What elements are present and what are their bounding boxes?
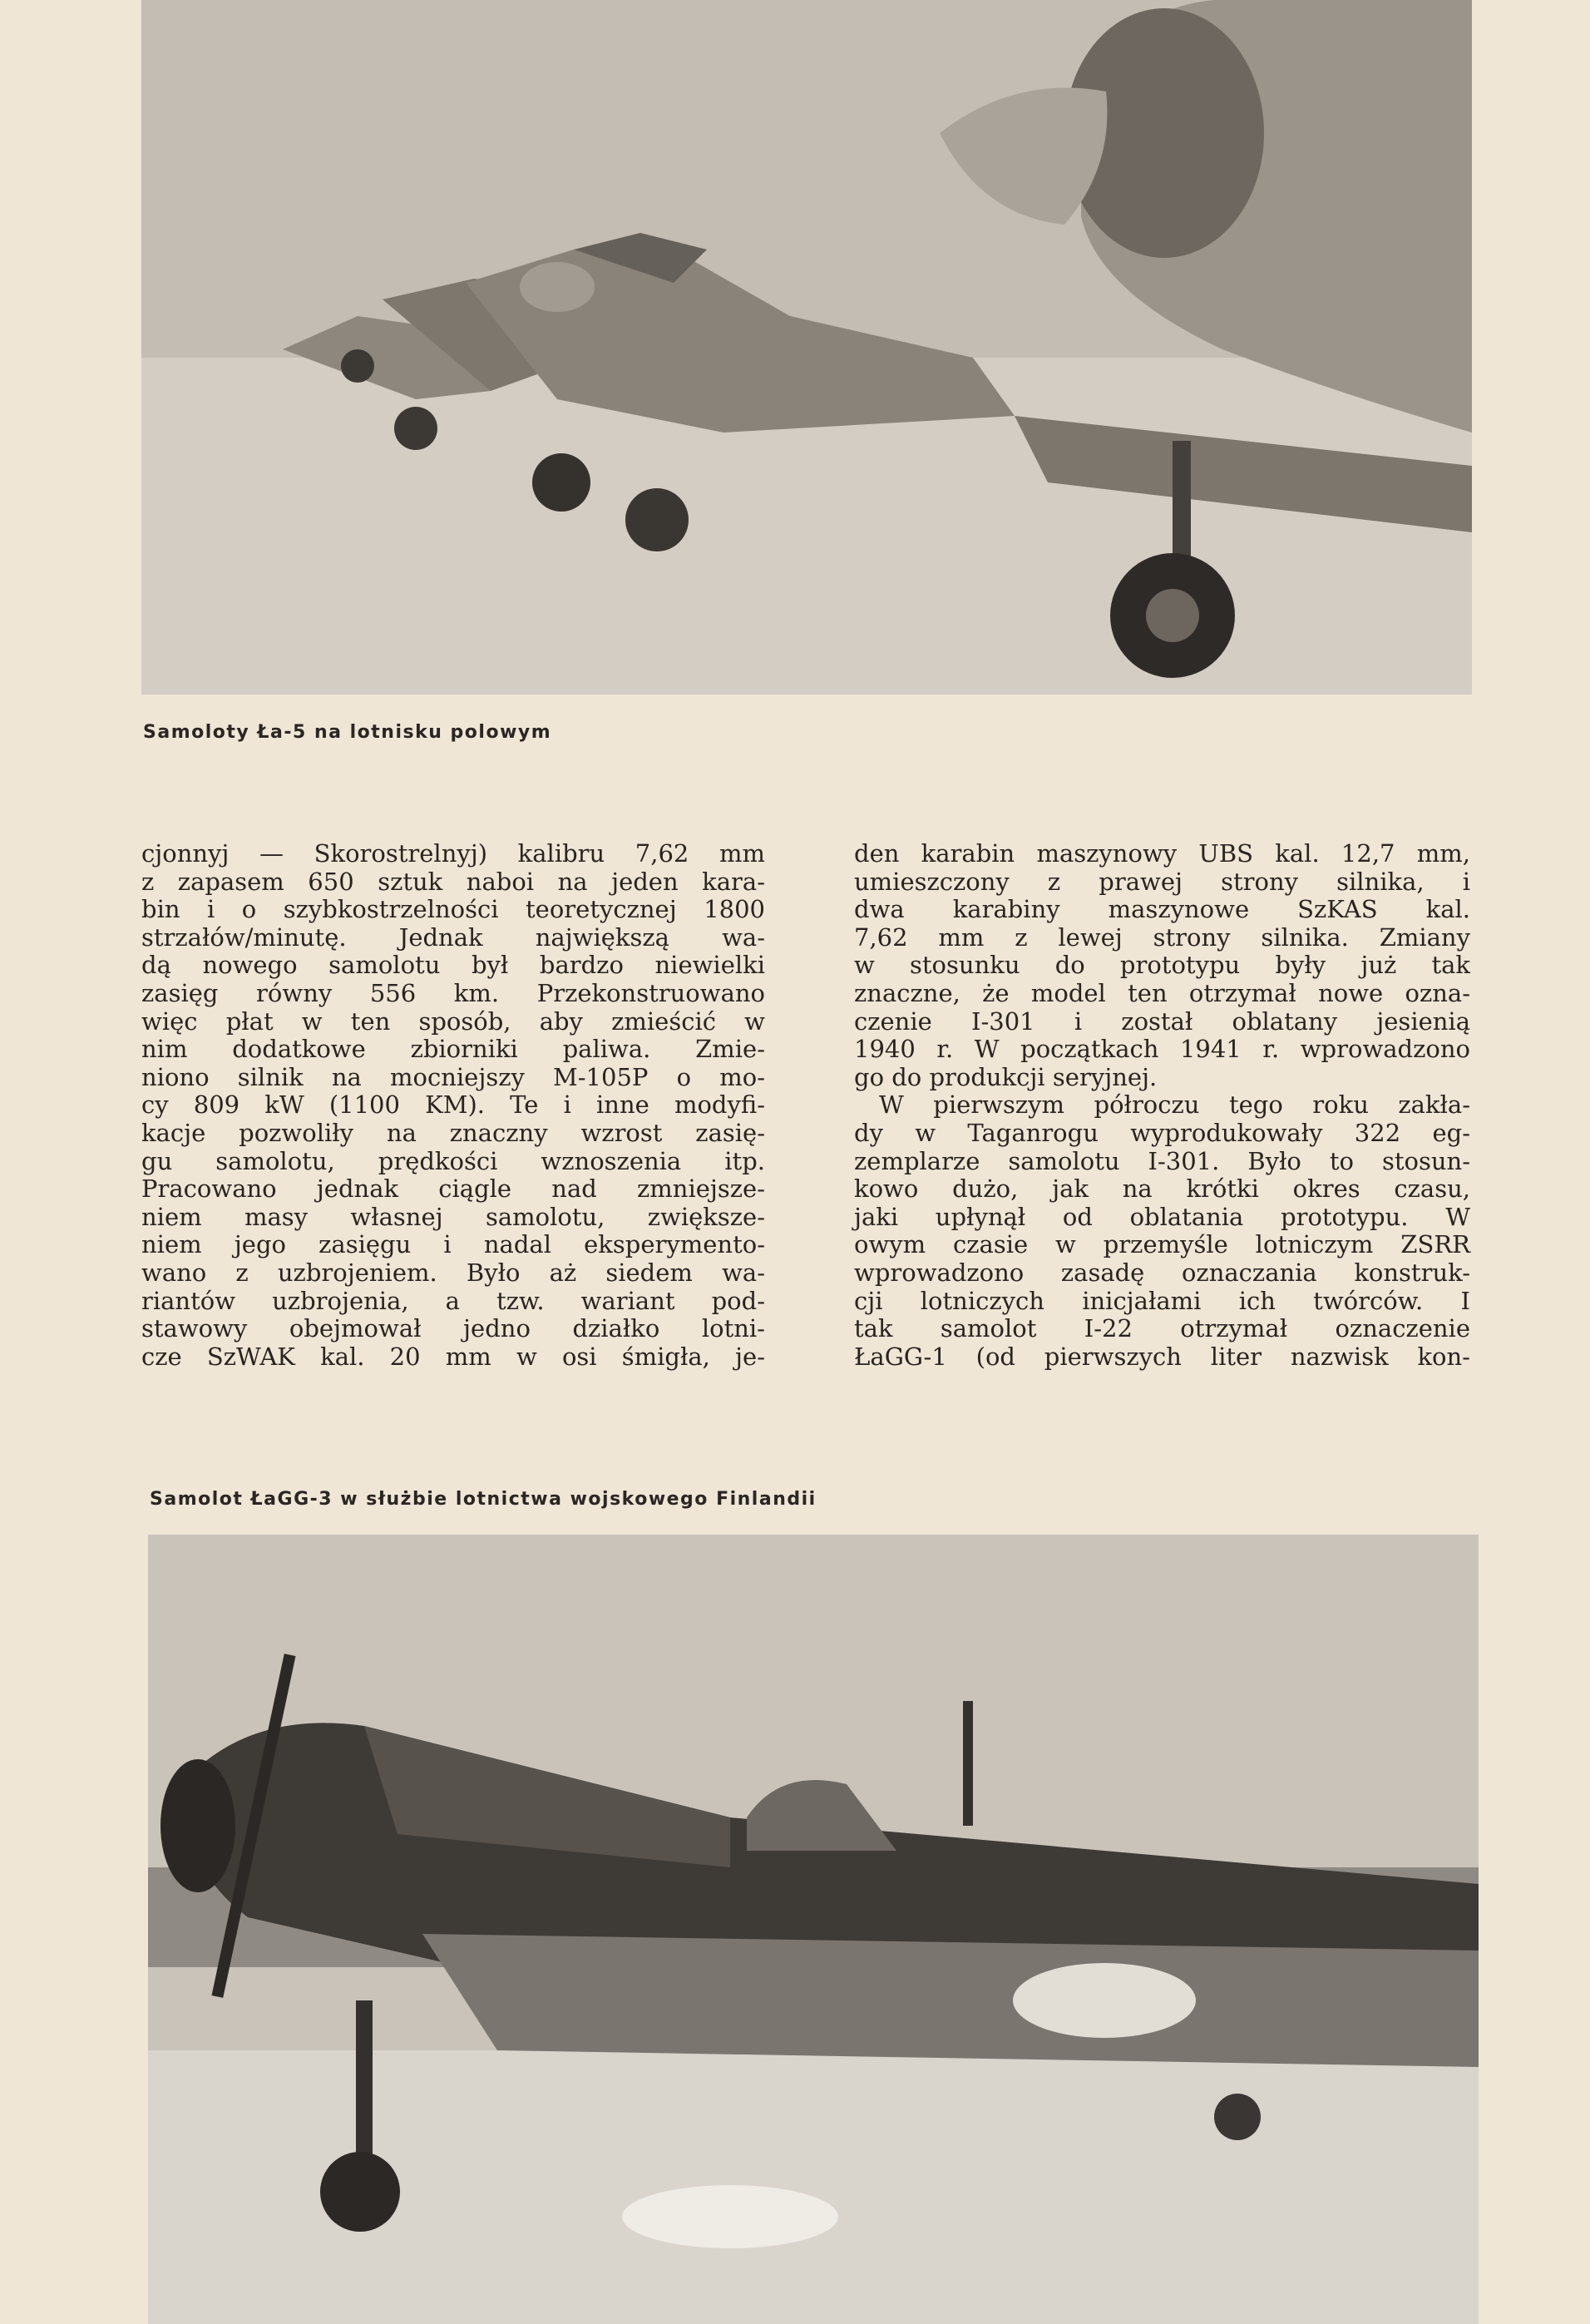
text-line: czenie I-301 i został oblatany jesienią: [854, 1006, 1470, 1036]
photo-la5-airfield: [141, 0, 1472, 695]
text-line: kowo dużo, jak na krótki okres czasu,: [854, 1174, 1470, 1204]
text-line: gu samolotu, prędkości wznoszenia itp.: [141, 1146, 765, 1175]
text-line: go do produkcji seryjnej.: [854, 1062, 1158, 1091]
text-line: niem jego zasięgu i nadal eksperymento-: [141, 1230, 765, 1259]
text-line: znaczne, że model ten otrzymał nowe ozna-: [854, 978, 1470, 1007]
text-line: umieszczony z prawej strony silnika, i: [854, 867, 1470, 896]
text-line: den karabin maszynowy UBS kal. 12,7 mm,: [854, 839, 1470, 868]
text-line: niono silnik na mocniejszy M-105P o mo-: [141, 1062, 765, 1091]
text-line: dy w Taganrogu wyprodukowały 322 eg-: [854, 1118, 1470, 1147]
text-line: więc płat w ten sposób, aby zmieścić w: [141, 1006, 765, 1036]
text-line: jaki upłynął od oblatania prototypu. W: [854, 1202, 1470, 1231]
text-line: W pierwszym półroczu tego roku zakła-: [879, 1090, 1470, 1120]
photo-lagg3-finland: [148, 1535, 1479, 2324]
text-line: niem masy własnej samolotu, zwiększe-: [141, 1202, 765, 1231]
text-line: cze SzWAK kal. 20 mm w osi śmigła, je-: [141, 1342, 765, 1371]
text-column-left: [141, 840, 765, 1371]
text-line: cji lotniczych inicjałami ich twórców. I: [854, 1286, 1470, 1315]
text-line: w stosunku do prototypu były już tak: [854, 951, 1470, 980]
text-line: cjonnyj — Skorostrelnyj) kalibru 7,62 mm: [141, 839, 765, 868]
text-line: z zapasem 650 sztuk naboi na jeden kara-: [141, 867, 765, 896]
text-line: tak samolot I-22 otrzymał oznaczenie: [854, 1314, 1470, 1343]
text-line: 1940 r. W początkach 1941 r. wprowadzono: [854, 1035, 1470, 1064]
text-line: wprowadzono zasadę oznaczania konstruk-: [854, 1258, 1470, 1287]
text-line: nim dodatkowe zbiorniki paliwa. Zmie-: [141, 1035, 765, 1064]
text-column-right: [854, 840, 1470, 1371]
text-line: strzałów/minutę. Jednak największą wa-: [141, 922, 765, 952]
text-line: 7,62 mm z lewej strony silnika. Zmiany: [854, 922, 1470, 952]
text-line: kacje pozwoliły na znaczny wzrost zasię-: [141, 1118, 765, 1147]
caption-bottom-photo: Samolot ŁaGG-3 w służbie lotnictwa wojskowego Finlandii: [150, 1489, 817, 1510]
la5-aircraft-image: [141, 0, 1472, 695]
text-line: bin i o szybkostrzelności teoretycznej 1800: [141, 895, 765, 924]
text-line: owym czasie w przemyśle lotniczym ZSRR: [854, 1230, 1470, 1259]
text-line: wano z uzbrojeniem. Było aż siedem wa-: [141, 1258, 765, 1287]
text-line: ŁaGG-1 (od pierwszych liter nazwisk kon-: [854, 1342, 1470, 1371]
lagg3-aircraft-image: [148, 1535, 1479, 2324]
text-line: zemplarze samolotu I-301. Było to stosun-: [854, 1146, 1470, 1175]
text-line: stawowy obejmował jedno działko lotni-: [141, 1314, 765, 1343]
text-line: Pracowano jednak ciągle nad zmniejsze-: [141, 1174, 765, 1204]
text-line: zasięg równy 556 km. Przekonstruowano: [141, 978, 765, 1007]
text-line: dwa karabiny maszynowe SzKAS kal.: [854, 895, 1470, 924]
text-line: cy 809 kW (1100 KM). Te i inne modyfi-: [141, 1090, 765, 1120]
caption-top-photo: Samoloty Ła-5 na lotnisku polowym: [143, 722, 552, 743]
text-line: dą nowego samolotu był bardzo niewielki: [141, 951, 765, 980]
text-line: riantów uzbrojenia, a tzw. wariant pod-: [141, 1286, 765, 1315]
